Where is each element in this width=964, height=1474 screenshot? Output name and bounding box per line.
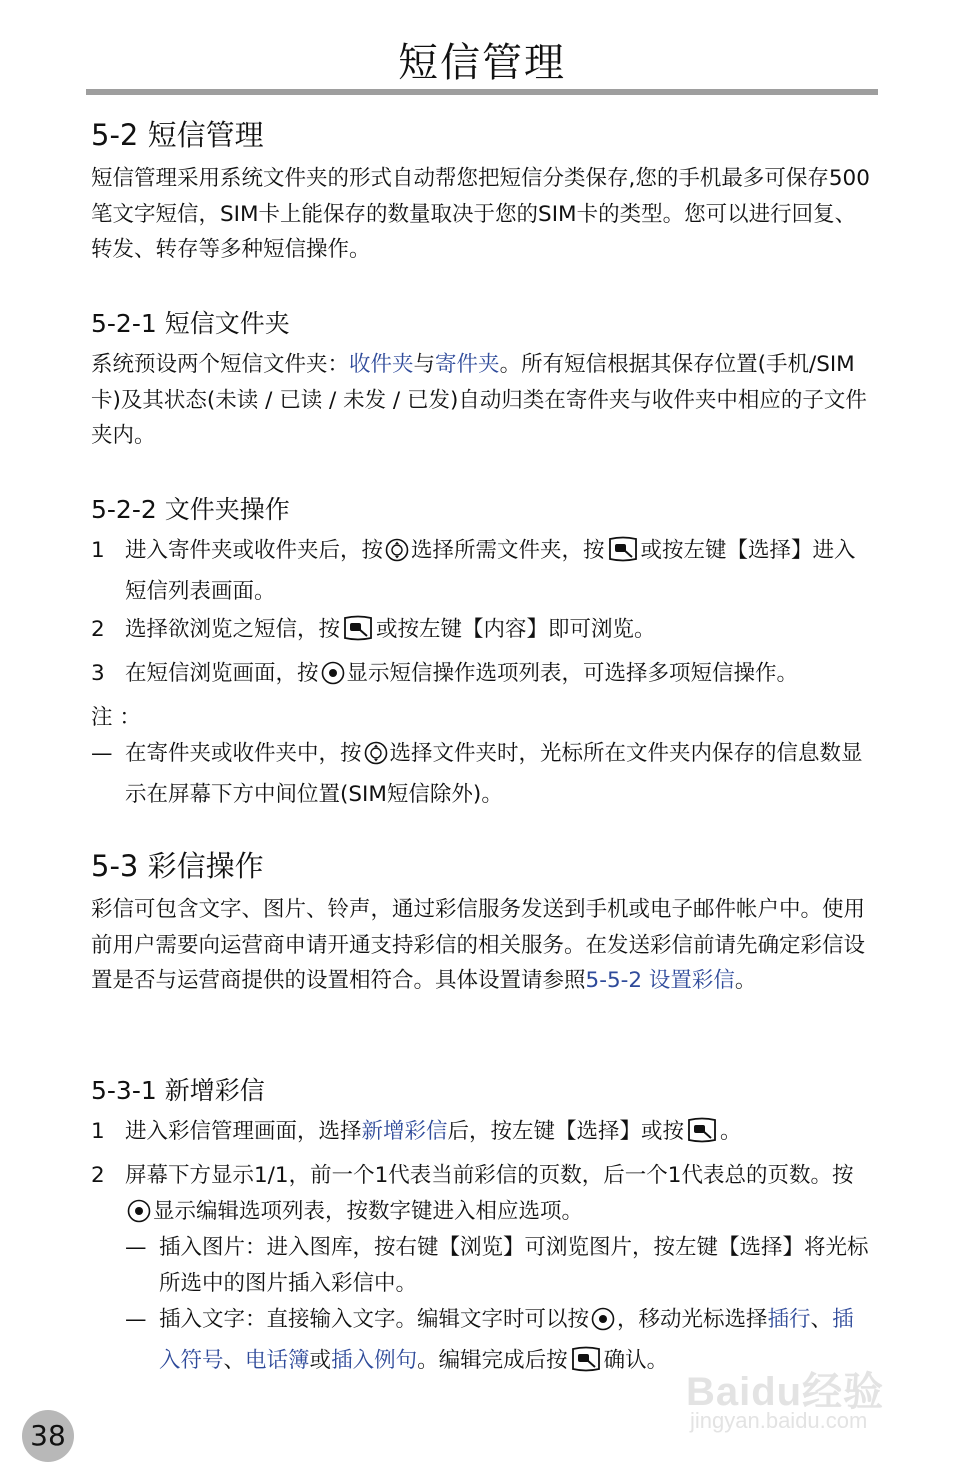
- list-item: 2 屏幕下方显示1/1，前一个1代表当前彩信的页数，后一个1代表总的页数。按显示编辑选项列表，按数字键进入相应选项。: [91, 1158, 876, 1234]
- insert-line-link: 插行: [767, 1307, 811, 1332]
- nav-key-icon: [364, 741, 388, 777]
- watermark-logo: Baidu经验: [686, 1370, 885, 1414]
- section-5-3-body: 彩信可包含文字、图片、铃声，通过彩信服务发送到手机或电子邮件帐户中。使用前用户需要向运营商申请开通支持彩信的相关服务。在发送彩信前请先确定彩信设置是否与运营商提供的设置相符合。具体设置请参照5-5-2 设置彩信。: [91, 897, 866, 993]
- phonebook-link: 电话簿: [245, 1347, 310, 1373]
- ok-key-icon: [686, 1117, 718, 1155]
- ok-key-icon: [607, 536, 639, 574]
- section-5-2-2-heading: 5-2-2 文件夹操作: [91, 495, 290, 524]
- nav-key-icon: [385, 538, 409, 574]
- insert-symbol-link: 插入符号: [159, 1307, 854, 1373]
- center-key-icon: [127, 1199, 151, 1235]
- section-5-3-1-heading: 5-3-1 新增彩信: [91, 1076, 265, 1105]
- inbox-folder-link: 收件夹: [349, 352, 414, 377]
- list-item: 1 进入彩信管理画面，选择新增彩信后，按左键【选择】或按 。: [91, 1114, 876, 1155]
- note-item: — 在寄件夹或收件夹中，按 选择文件夹时，光标所在文件夹内保存的信息数显示在屏幕下方中间位置(SIM短信除外)。: [91, 741, 863, 807]
- new-mms-link: 新增彩信: [361, 1119, 448, 1144]
- list-item: 3 在短信浏览画面，按 显示短信操作选项列表，可选择多项短信操作。: [91, 656, 876, 697]
- section-5-3-heading: 5-3 彩信操作: [91, 849, 264, 883]
- page-number: 38: [22, 1410, 74, 1462]
- ok-key-icon: [342, 615, 374, 653]
- list-item: 2 选择欲浏览之短信，按 或按左键【内容】即可浏览。: [91, 612, 876, 653]
- center-key-icon: [591, 1307, 615, 1343]
- center-key-icon: [321, 661, 345, 697]
- section-5-2-1-heading: 5-2-1 短信文件夹: [91, 309, 290, 338]
- sub-item-insert-image: — 插入图片：进入图库，按右键【浏览】可浏览图片，按左键【选择】将光标所选中的图片插入彩信中。: [125, 1235, 869, 1296]
- list-item: 1 进入寄件夹或收件夹后，按 选择所需文件夹，按 或按左键【选择】进入短信列表画面。: [91, 538, 856, 604]
- section-5-2-1-body: 系统预设两个短信文件夹：收件夹与寄件夹。所有短信根据其保存位置(手机/SIM卡)及其状态(未读 / 已读 / 未发 / 已发)自动归类在寄件夹与收件夹中相应的子文件夹内。: [91, 352, 867, 448]
- page-title: 短信管理: [398, 40, 566, 86]
- watermark-url: jingyan.baidu.com: [690, 1408, 868, 1433]
- insert-template-link: 插入例句: [331, 1347, 418, 1373]
- outbox-folder-link: 寄件夹: [435, 352, 500, 377]
- sub-item-insert-text: — 插入文字：直接输入文字。编辑文字时可以按 ，移动光标选择插行、插入符号、电话簿或插入例句。编辑完成后按 确认。: [125, 1302, 875, 1383]
- ok-key-icon: [570, 1346, 602, 1384]
- section-5-2-body: 短信管理采用系统文件夹的形式自动帮您把短信分类保存,您的手机最多可保存500笔文字短信，SIM卡上能保存的数量取决于您的SIM卡的类型。您可以进行回复、转发、转存等多种短信操作。: [91, 166, 870, 262]
- note-label: 注 ：: [91, 705, 141, 730]
- header-rule: [86, 89, 878, 95]
- mms-settings-link: 5-5-2 设置彩信: [585, 968, 735, 993]
- section-5-2-heading: 5-2 短信管理: [91, 118, 264, 152]
